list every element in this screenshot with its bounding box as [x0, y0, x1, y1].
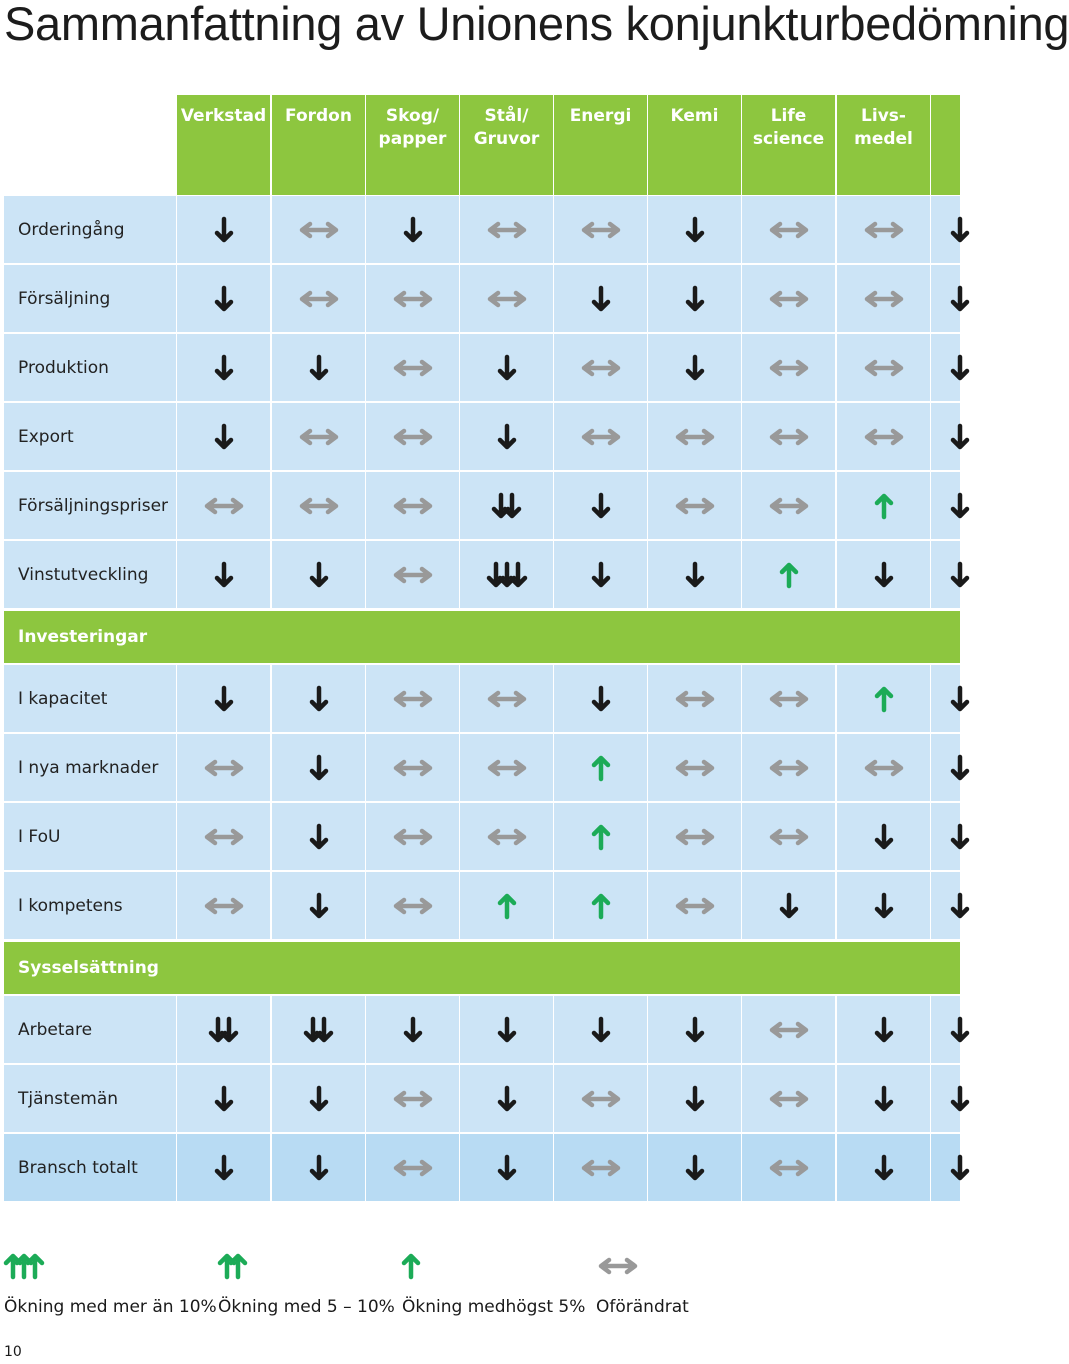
horizontal-double-arrow-icon: [767, 758, 811, 778]
arrow-up-icon: [592, 754, 610, 782]
table-cell: [648, 872, 741, 939]
horizontal-double-arrow-icon: [767, 689, 811, 709]
table-cell: [742, 734, 835, 801]
table-cell: [272, 665, 365, 732]
horizontal-double-arrow-icon: [579, 358, 623, 378]
table-cell: [931, 196, 960, 263]
arrow-down-icon: [686, 1154, 704, 1182]
horizontal-double-arrow-icon: [485, 220, 529, 240]
table-cell: [837, 334, 930, 401]
horizontal-double-arrow-icon: [673, 758, 717, 778]
arrow-down-icon: [951, 492, 969, 520]
table-cell: [460, 1134, 553, 1201]
horizontal-double-arrow-icon: [391, 358, 435, 378]
arrow-up-icon: [875, 492, 893, 520]
table-cell: [366, 1134, 459, 1201]
table-cell: [742, 1134, 835, 1201]
column-header: Energi: [554, 95, 647, 195]
table-cell: [648, 803, 741, 870]
table-cell: [837, 196, 930, 263]
table-cell: [837, 541, 930, 608]
arrow-down-icon: [310, 754, 328, 782]
table-cell: [931, 996, 960, 1063]
row-label: Arbetare: [4, 996, 176, 1063]
arrow-down-icon: [404, 216, 422, 244]
table-cell: [272, 803, 365, 870]
column-header: Verkstad: [177, 95, 270, 195]
horizontal-double-arrow-icon: [579, 1089, 623, 1109]
table-cell: [460, 996, 553, 1063]
table-cell: [460, 665, 553, 732]
arrow-down-icon: [215, 216, 233, 244]
arrow-up-icon: [592, 823, 610, 851]
table-cell: [460, 541, 553, 608]
table-cell: [366, 803, 459, 870]
arrow-up-icon: [402, 1250, 420, 1282]
table-cell: [366, 665, 459, 732]
arrow-up-icon: [875, 685, 893, 713]
arrow-down-icon: [592, 1016, 610, 1044]
table-cell: [931, 872, 960, 939]
arrow-up-icon: [498, 892, 516, 920]
arrow-down-icon: [951, 1085, 969, 1113]
row-label: Bransch totalt: [4, 1134, 176, 1201]
page-number: 10: [4, 1344, 22, 1360]
arrow-down-icon: [686, 285, 704, 313]
table-cell: [366, 403, 459, 470]
arrow-down-icon: [951, 685, 969, 713]
horizontal-double-arrow-icon: [862, 289, 906, 309]
table-cell: [648, 472, 741, 539]
horizontal-double-arrow-icon: [391, 758, 435, 778]
arrow-down-icon: [951, 216, 969, 244]
arrow-down-icon: [498, 1154, 516, 1182]
table-cell: [648, 734, 741, 801]
arrow-down-icon: [404, 1016, 422, 1044]
horizontal-double-arrow-icon: [391, 565, 435, 585]
arrow-down-icon: [310, 1154, 328, 1182]
table-cell: [742, 541, 835, 608]
table-cell: [272, 265, 365, 332]
horizontal-double-arrow-icon: [391, 427, 435, 447]
table-cell: [460, 872, 553, 939]
horizontal-double-arrow-icon: [673, 689, 717, 709]
table-cell: [366, 541, 459, 608]
table-cell: [837, 1134, 930, 1201]
table-cell: [837, 803, 930, 870]
table-cell: [554, 196, 647, 263]
table-cell: [366, 1065, 459, 1132]
page-title: Sammanfattning av Unionens konjunkturbedömning: [4, 0, 1069, 50]
arrow-up-icon: [780, 561, 798, 589]
row-label: Försäljning: [4, 265, 176, 332]
table-cell: [460, 1065, 553, 1132]
table-cell: [272, 403, 365, 470]
table-cell: [272, 334, 365, 401]
horizontal-double-arrow-icon: [391, 827, 435, 847]
column-header: Skog/ papper: [366, 95, 459, 195]
arrow-down-icon: [498, 1016, 516, 1044]
column-header: Kemi: [648, 95, 741, 195]
row-label: Orderingång: [4, 196, 176, 263]
row-label: Vinstutveckling: [4, 541, 176, 608]
row-label: Produktion: [4, 334, 176, 401]
horizontal-double-arrow-icon: [767, 358, 811, 378]
horizontal-double-arrow-icon: [767, 220, 811, 240]
arrow-down-icon: [875, 823, 893, 851]
horizontal-double-arrow-icon: [596, 1250, 640, 1282]
horizontal-double-arrow-icon: [862, 427, 906, 447]
horizontal-double-arrow-icon: [862, 758, 906, 778]
table-cell: [648, 265, 741, 332]
arrow-down-icon: [215, 1154, 233, 1182]
table-cell: [837, 872, 930, 939]
table-cell: [742, 472, 835, 539]
horizontal-double-arrow-icon: [673, 827, 717, 847]
table-cell: [366, 472, 459, 539]
column-header: Stål/ Gruvor: [460, 95, 553, 195]
table-cell: [177, 472, 270, 539]
column-header: Fordon: [272, 95, 365, 195]
arrow-down-icon: [686, 1016, 704, 1044]
arrow-down-icon: [951, 1016, 969, 1044]
table-cell: [742, 665, 835, 732]
table-cell: [837, 403, 930, 470]
arrow-down-icon: [951, 1154, 969, 1182]
table-cell: [648, 665, 741, 732]
table-cell: [554, 1134, 647, 1201]
table-cell: [177, 334, 270, 401]
row-label: I kapacitet: [4, 665, 176, 732]
horizontal-double-arrow-icon: [485, 689, 529, 709]
double-arrow-down-icon: [492, 492, 521, 520]
horizontal-double-arrow-icon: [391, 1158, 435, 1178]
table-cell: [837, 265, 930, 332]
table-cell: [272, 541, 365, 608]
arrow-down-icon: [498, 423, 516, 451]
arrow-down-icon: [310, 685, 328, 713]
horizontal-double-arrow-icon: [202, 496, 246, 516]
table-cell: [460, 196, 553, 263]
double-arrow-down-icon: [304, 1016, 333, 1044]
legend-label: Ökning med mer än 10%: [4, 1297, 217, 1317]
arrow-down-icon: [592, 685, 610, 713]
table-cell: [177, 1134, 270, 1201]
table-cell: [648, 403, 741, 470]
arrow-down-icon: [215, 1085, 233, 1113]
table-cell: [648, 334, 741, 401]
horizontal-double-arrow-icon: [579, 220, 623, 240]
row-label: I FoU: [4, 803, 176, 870]
table-cell: [931, 803, 960, 870]
horizontal-double-arrow-icon: [297, 427, 341, 447]
table-cell: [742, 196, 835, 263]
table-cell: [742, 803, 835, 870]
arrow-down-icon: [215, 354, 233, 382]
arrow-down-icon: [951, 823, 969, 851]
table-cell: [931, 472, 960, 539]
table-cell: [554, 472, 647, 539]
table-cell: [837, 665, 930, 732]
table-cell: [554, 665, 647, 732]
section-heading: Investeringar: [4, 611, 960, 663]
column-header: Life science: [742, 95, 835, 195]
arrow-down-icon: [875, 892, 893, 920]
table-cell: [931, 541, 960, 608]
table-cell: [554, 872, 647, 939]
arrow-down-icon: [951, 754, 969, 782]
table-cell: [554, 334, 647, 401]
horizontal-double-arrow-icon: [862, 220, 906, 240]
table-cell: [554, 734, 647, 801]
arrow-down-icon: [686, 354, 704, 382]
table-cell: [366, 334, 459, 401]
table-cell: [837, 734, 930, 801]
table-cell: [272, 734, 365, 801]
horizontal-double-arrow-icon: [767, 289, 811, 309]
arrow-down-icon: [875, 1154, 893, 1182]
double-arrow-up-icon: [218, 1250, 247, 1282]
arrow-down-icon: [310, 892, 328, 920]
row-label: Tjänstemän: [4, 1065, 176, 1132]
arrow-down-icon: [215, 423, 233, 451]
table-cell: [837, 996, 930, 1063]
horizontal-double-arrow-icon: [391, 689, 435, 709]
column-header: Livs- medel: [837, 95, 930, 195]
arrow-down-icon: [951, 423, 969, 451]
horizontal-double-arrow-icon: [485, 827, 529, 847]
horizontal-double-arrow-icon: [767, 427, 811, 447]
horizontal-double-arrow-icon: [297, 496, 341, 516]
arrow-down-icon: [498, 1085, 516, 1113]
arrow-down-icon: [310, 1085, 328, 1113]
row-label: Försäljningspriser: [4, 472, 176, 539]
horizontal-double-arrow-icon: [767, 1020, 811, 1040]
horizontal-double-arrow-icon: [579, 1158, 623, 1178]
table-cell: [272, 1065, 365, 1132]
horizontal-double-arrow-icon: [485, 758, 529, 778]
table-cell: [554, 541, 647, 608]
table-cell: [837, 1065, 930, 1132]
horizontal-double-arrow-icon: [297, 220, 341, 240]
horizontal-double-arrow-icon: [673, 896, 717, 916]
table-cell: [460, 403, 553, 470]
table-cell: [366, 996, 459, 1063]
table-cell: [177, 872, 270, 939]
horizontal-double-arrow-icon: [202, 827, 246, 847]
arrow-down-icon: [215, 685, 233, 713]
row-label: I kompetens: [4, 872, 176, 939]
horizontal-double-arrow-icon: [767, 496, 811, 516]
table-cell: [742, 872, 835, 939]
table-cell: [931, 265, 960, 332]
arrow-down-icon: [310, 561, 328, 589]
arrow-down-icon: [592, 492, 610, 520]
table-cell: [742, 265, 835, 332]
table-cell: [837, 472, 930, 539]
table-cell: [177, 665, 270, 732]
table-cell: [931, 1065, 960, 1132]
arrow-down-icon: [215, 285, 233, 313]
horizontal-double-arrow-icon: [579, 427, 623, 447]
table-cell: [177, 734, 270, 801]
table-cell: [460, 334, 553, 401]
arrow-down-icon: [686, 561, 704, 589]
table-cell: [460, 803, 553, 870]
table-cell: [460, 734, 553, 801]
arrow-down-icon: [875, 1016, 893, 1044]
table-cell: [177, 196, 270, 263]
table-cell: [931, 1134, 960, 1201]
table-cell: [366, 265, 459, 332]
table-cell: [554, 803, 647, 870]
table-cell: [554, 996, 647, 1063]
arrow-down-icon: [951, 354, 969, 382]
double-arrow-down-icon: [209, 1016, 238, 1044]
arrow-down-icon: [780, 892, 798, 920]
horizontal-double-arrow-icon: [202, 896, 246, 916]
horizontal-double-arrow-icon: [391, 1089, 435, 1109]
table-cell: [648, 1065, 741, 1132]
table-cell: [742, 996, 835, 1063]
legend-label: Ökning medhögst 5%: [402, 1297, 586, 1317]
horizontal-double-arrow-icon: [767, 1158, 811, 1178]
arrow-down-icon: [310, 823, 328, 851]
table-cell: [554, 403, 647, 470]
table-cell: [648, 541, 741, 608]
row-label: Export: [4, 403, 176, 470]
table-cell: [272, 872, 365, 939]
table-cell: [366, 734, 459, 801]
arrow-down-icon: [951, 892, 969, 920]
table-cell: [177, 803, 270, 870]
table-cell: [272, 1134, 365, 1201]
table-cell: [272, 196, 365, 263]
table-cell: [272, 996, 365, 1063]
arrow-down-icon: [215, 561, 233, 589]
legend-label: Ökning med 5 – 10%: [218, 1297, 395, 1317]
table-cell: [177, 996, 270, 1063]
table-cell: [177, 1065, 270, 1132]
horizontal-double-arrow-icon: [767, 827, 811, 847]
triple-arrow-down-icon: [487, 561, 527, 589]
arrow-down-icon: [592, 285, 610, 313]
arrow-down-icon: [951, 285, 969, 313]
horizontal-double-arrow-icon: [202, 758, 246, 778]
horizontal-double-arrow-icon: [391, 896, 435, 916]
triple-arrow-up-icon: [4, 1250, 44, 1282]
arrow-down-icon: [310, 354, 328, 382]
horizontal-double-arrow-icon: [297, 289, 341, 309]
arrow-down-icon: [686, 216, 704, 244]
table-cell: [272, 472, 365, 539]
table-cell: [177, 403, 270, 470]
table-cell: [554, 1065, 647, 1132]
horizontal-double-arrow-icon: [862, 358, 906, 378]
horizontal-double-arrow-icon: [391, 289, 435, 309]
horizontal-double-arrow-icon: [485, 289, 529, 309]
row-label: I nya marknader: [4, 734, 176, 801]
table-cell: [931, 734, 960, 801]
horizontal-double-arrow-icon: [767, 1089, 811, 1109]
legend-label: Oförändrat: [596, 1297, 689, 1317]
horizontal-double-arrow-icon: [673, 427, 717, 447]
arrow-down-icon: [686, 1085, 704, 1113]
table-cell: [460, 265, 553, 332]
table-cell: [460, 472, 553, 539]
table-cell: [742, 334, 835, 401]
table-cell: [648, 1134, 741, 1201]
table-cell: [177, 265, 270, 332]
section-heading: Sysselsättning: [4, 942, 960, 994]
table-cell: [177, 541, 270, 608]
table-cell: [742, 1065, 835, 1132]
horizontal-double-arrow-icon: [673, 496, 717, 516]
table-cell: [366, 196, 459, 263]
table-cell: [931, 334, 960, 401]
arrow-down-icon: [498, 354, 516, 382]
table-cell: [648, 996, 741, 1063]
table-cell: [931, 403, 960, 470]
arrow-down-icon: [875, 561, 893, 589]
arrow-up-icon: [592, 892, 610, 920]
table-cell: [742, 403, 835, 470]
table-cell: [648, 196, 741, 263]
horizontal-double-arrow-icon: [391, 496, 435, 516]
table-cell: [554, 265, 647, 332]
column-header: [931, 95, 960, 195]
table-cell: [366, 872, 459, 939]
arrow-down-icon: [592, 561, 610, 589]
arrow-down-icon: [875, 1085, 893, 1113]
arrow-down-icon: [951, 561, 969, 589]
table-cell: [931, 665, 960, 732]
